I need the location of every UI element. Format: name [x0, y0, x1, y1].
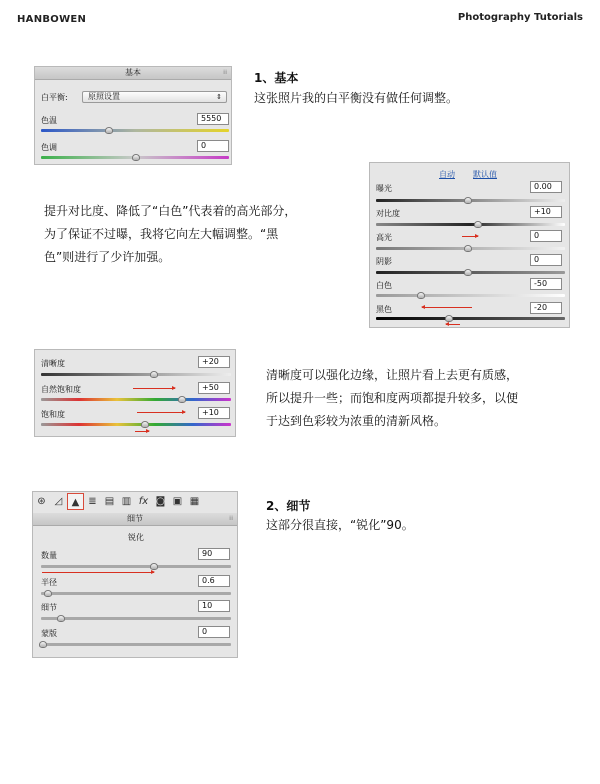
- radius-slider-track[interactable]: [41, 592, 231, 595]
- masking-label: 蒙版: [41, 629, 57, 638]
- snapshots-icon[interactable]: ▦: [189, 496, 200, 507]
- whites-label: 白色: [376, 281, 392, 290]
- amount-label: 数量: [41, 551, 57, 560]
- amount-field[interactable]: 90: [198, 548, 230, 560]
- presence-text-line: 于达到色彩较为浓重的清新风格。: [266, 414, 447, 428]
- clarity-slider-track[interactable]: [41, 373, 231, 376]
- section1-text: 这张照片我的白平衡没有做任何调整。: [254, 91, 459, 105]
- camera-icon[interactable]: ◙: [155, 496, 166, 507]
- highlights-label: 高光: [376, 233, 392, 242]
- blacks-slider-track[interactable]: [376, 317, 565, 320]
- whites-slider-knob[interactable]: [417, 292, 425, 299]
- lens-icon[interactable]: ▥: [121, 496, 132, 507]
- panel-grip-icon[interactable]: ⁞⁞: [223, 69, 227, 76]
- split-tone-icon[interactable]: ▤: [104, 496, 115, 507]
- basic-panel-title: 基本 ⁞⁞: [35, 67, 231, 80]
- highlights-arrow-icon: [462, 236, 478, 237]
- radius-label: 半径: [41, 578, 57, 587]
- brand-name: HANBOWEN: [17, 14, 87, 25]
- masking-field[interactable]: 0: [198, 626, 230, 638]
- detail-slider-knob[interactable]: [57, 615, 65, 622]
- contrast-field[interactable]: +10: [530, 206, 562, 218]
- tone-panel: [369, 162, 570, 328]
- tint-field[interactable]: 0: [197, 140, 229, 152]
- vibrance-arrow-icon: [133, 388, 175, 389]
- detail-slider-track[interactable]: [41, 617, 231, 620]
- default-link[interactable]: 默认值: [473, 170, 497, 179]
- amount-arrow-icon: [42, 572, 154, 573]
- sharpening-heading: 锐化: [128, 533, 144, 542]
- detail-icon[interactable]: ▲: [67, 493, 84, 510]
- detail-panel: [32, 491, 238, 658]
- section2-text: 这部分很直接，“锐化”90。: [266, 518, 414, 532]
- contrast-label: 对比度: [376, 209, 400, 218]
- clarity-field[interactable]: +20: [198, 356, 230, 368]
- highlights-slider-knob[interactable]: [464, 245, 472, 252]
- saturation-slider-knob[interactable]: [141, 421, 149, 428]
- fx-icon[interactable]: fx: [138, 496, 149, 507]
- blacks-label: 黑色: [376, 305, 392, 314]
- exposure-field[interactable]: 0.00: [530, 181, 562, 193]
- vibrance-field[interactable]: +50: [198, 382, 230, 394]
- basic-panel: [34, 66, 232, 165]
- masking-slider-knob[interactable]: [39, 641, 47, 648]
- panel-toolbar: [33, 493, 203, 510]
- exposure-label: 曝光: [376, 184, 392, 193]
- detail-label: 细节: [41, 603, 57, 612]
- tone-text-line: 为了保证不过曝，我将它向左大幅调整。“黑: [44, 227, 279, 241]
- aperture-icon[interactable]: ⊛: [37, 496, 46, 507]
- presence-text: [266, 364, 518, 433]
- presence-panel: [34, 349, 236, 437]
- whites-slider-track[interactable]: [376, 294, 565, 297]
- series-title: Photography Tutorials: [457, 12, 583, 23]
- vibrance-slider-track[interactable]: [41, 398, 231, 401]
- radius-slider-knob[interactable]: [44, 590, 52, 597]
- temp-field[interactable]: 5550: [197, 113, 229, 125]
- clarity-label: 清晰度: [41, 359, 65, 368]
- saturation-field[interactable]: +10: [198, 407, 230, 419]
- auto-link[interactable]: 自动: [439, 170, 455, 179]
- contrast-slider-knob[interactable]: [474, 221, 482, 228]
- blacks-field[interactable]: -20: [530, 302, 562, 314]
- saturation-slider-track[interactable]: [41, 423, 231, 426]
- wb-label: 白平衡:: [41, 93, 68, 102]
- tone-text-line: 提升对比度、降低了“白色”代表着的高光部分，: [44, 204, 297, 218]
- shadows-slider-knob[interactable]: [464, 269, 472, 276]
- whites-field[interactable]: -50: [530, 278, 562, 290]
- vibrance-slider-knob[interactable]: [178, 396, 186, 403]
- amount-slider-track[interactable]: [41, 565, 231, 568]
- temp-slider-knob[interactable]: [105, 127, 113, 134]
- temp-label: 色温: [41, 116, 57, 125]
- vibrance-label: 自然饱和度: [41, 385, 81, 394]
- saturation-label: 饱和度: [41, 410, 65, 419]
- blacks-arrow-icon: [422, 307, 472, 308]
- select-arrows-icon: ⇕: [216, 93, 222, 101]
- shadows-field[interactable]: 0: [530, 254, 562, 266]
- temp-slider-track[interactable]: [41, 129, 229, 132]
- curve-icon[interactable]: ◿: [54, 496, 63, 507]
- section1-heading: 1、基本: [254, 71, 299, 85]
- highlights-field[interactable]: 0: [530, 230, 562, 242]
- contrast-slider-track[interactable]: [376, 223, 565, 226]
- shadows-label: 阴影: [376, 257, 392, 266]
- blacks-knob-arrow-icon: [446, 324, 460, 325]
- presence-text-line: 清晰度可以强化边缘，让照片看上去更有质感，: [266, 368, 519, 382]
- tint-label: 色调: [41, 143, 57, 152]
- detail-panel-title: 细节 ⁞⁞: [33, 513, 237, 526]
- wb-select[interactable]: 原照设置 ⇕: [82, 91, 227, 103]
- tint-slider-knob[interactable]: [132, 154, 140, 161]
- presets-icon[interactable]: ▣: [172, 496, 183, 507]
- hsl-icon[interactable]: ≣: [88, 496, 97, 507]
- clarity-slider-knob[interactable]: [150, 371, 158, 378]
- exposure-slider-knob[interactable]: [464, 197, 472, 204]
- saturation-knob-arrow-icon: [135, 431, 149, 432]
- panel-grip-icon[interactable]: ⁞⁞: [229, 515, 233, 522]
- tone-text-line: 色”则进行了少许加强。: [44, 250, 171, 264]
- saturation-arrow-icon: [137, 412, 185, 413]
- amount-slider-knob[interactable]: [150, 563, 158, 570]
- masking-slider-track[interactable]: [41, 643, 231, 646]
- section2-heading: 2、细节: [266, 499, 311, 513]
- blacks-slider-knob[interactable]: [445, 315, 453, 322]
- presence-text-line: 所以提升一些；而饱和度两项都提升较多，以便: [266, 391, 519, 405]
- radius-field[interactable]: 0.6: [198, 575, 230, 587]
- tone-text: [44, 200, 296, 269]
- detail-field[interactable]: 10: [198, 600, 230, 612]
